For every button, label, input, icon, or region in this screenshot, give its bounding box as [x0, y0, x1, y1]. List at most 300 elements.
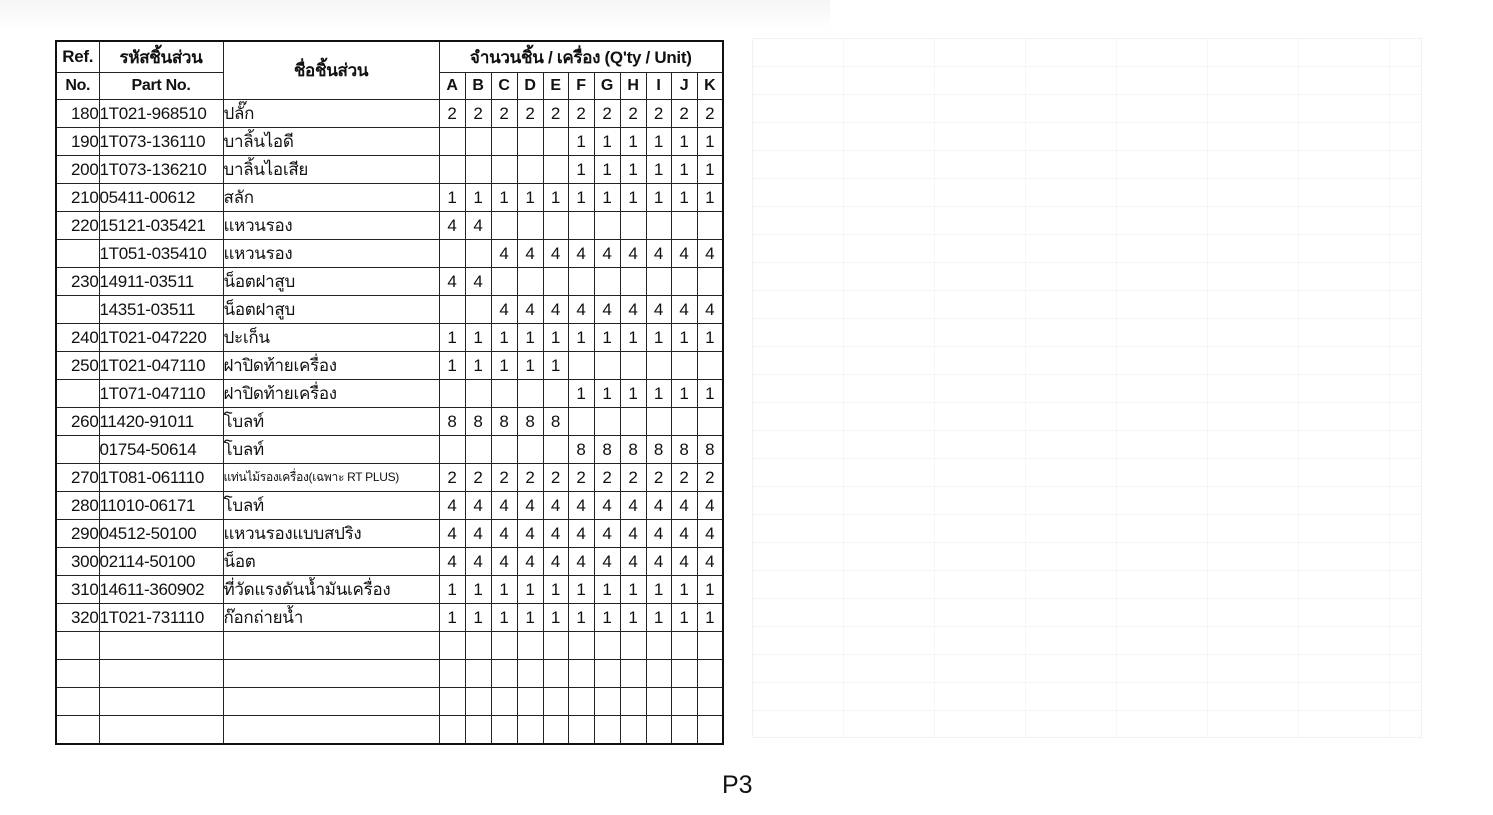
unit-header-b: B — [465, 73, 491, 100]
blank-cell — [439, 716, 465, 745]
blank-cell — [56, 716, 99, 745]
part-number-cell: 1T081-061110 — [99, 464, 223, 492]
qty-cell — [594, 352, 620, 380]
qty-cell — [671, 212, 697, 240]
qty-cell: 2 — [439, 464, 465, 492]
qty-cell — [646, 212, 671, 240]
table-row — [56, 352, 723, 380]
qty-cell: 1 — [697, 380, 723, 408]
part-number-cell: 1T071-047110 — [99, 380, 223, 408]
blank-cell — [697, 688, 723, 716]
qty-cell — [517, 128, 543, 156]
qty-cell: 1 — [439, 184, 465, 212]
blank-cell — [671, 632, 697, 660]
qty-cell: 1 — [568, 604, 594, 632]
part-name-cell: น็อต — [223, 548, 439, 576]
qty-cell: 4 — [620, 492, 646, 520]
table-row — [56, 212, 723, 240]
qty-cell: 1 — [491, 184, 517, 212]
qty-cell: 1 — [465, 352, 491, 380]
qty-cell: 4 — [465, 268, 491, 296]
qty-cell: 1 — [646, 324, 671, 352]
blank-cell — [56, 688, 99, 716]
qty-cell: 1 — [517, 604, 543, 632]
qty-cell: 1 — [568, 128, 594, 156]
qty-cell: 1 — [646, 128, 671, 156]
blank-cell — [223, 632, 439, 660]
blank-cell — [491, 716, 517, 745]
qty-cell: 4 — [465, 212, 491, 240]
ref-cell: 250 — [56, 352, 99, 380]
blank-cell — [646, 632, 671, 660]
blank-cell — [465, 632, 491, 660]
qty-cell: 1 — [439, 576, 465, 604]
ref-cell: 230 — [56, 268, 99, 296]
quantity-header: จำนวนชิ้น / เครื่อง (Q'ty / Unit) — [439, 41, 723, 73]
qty-cell: 8 — [543, 408, 568, 436]
qty-cell — [491, 436, 517, 464]
qty-cell: 1 — [620, 156, 646, 184]
qty-cell: 4 — [543, 240, 568, 268]
qty-cell: 4 — [543, 548, 568, 576]
blank-cell — [620, 688, 646, 716]
qty-cell: 1 — [646, 604, 671, 632]
qty-cell: 4 — [594, 548, 620, 576]
part-number-cell: 1T021-731110 — [99, 604, 223, 632]
qty-cell: 1 — [671, 324, 697, 352]
unit-header-k: K — [697, 73, 723, 100]
qty-cell: 2 — [594, 464, 620, 492]
qty-cell: 4 — [646, 548, 671, 576]
ref-cell — [56, 436, 99, 464]
qty-cell: 4 — [568, 492, 594, 520]
qty-cell: 1 — [568, 324, 594, 352]
qty-cell: 4 — [671, 520, 697, 548]
part-number-cell: 1T021-047220 — [99, 324, 223, 352]
qty-cell: 4 — [543, 492, 568, 520]
qty-cell: 4 — [439, 212, 465, 240]
blank-cell — [465, 716, 491, 745]
unit-header-a: A — [439, 73, 465, 100]
qty-cell — [517, 212, 543, 240]
blank-cell — [223, 660, 439, 688]
table-row — [56, 100, 723, 128]
qty-cell: 1 — [697, 156, 723, 184]
blank-cell — [99, 688, 223, 716]
part-number-cell: 1T051-035410 — [99, 240, 223, 268]
blank-cell — [491, 660, 517, 688]
qty-cell: 8 — [646, 436, 671, 464]
qty-cell: 2 — [517, 464, 543, 492]
table-row — [56, 548, 723, 576]
qty-cell: 4 — [517, 492, 543, 520]
part-number-cell: 14911-03511 — [99, 268, 223, 296]
part-number-cell: 1T073-136110 — [99, 128, 223, 156]
table-row — [56, 240, 723, 268]
qty-cell: 1 — [646, 184, 671, 212]
table-row — [56, 380, 723, 408]
qty-cell: 1 — [697, 324, 723, 352]
qty-cell: 1 — [491, 324, 517, 352]
qty-cell — [646, 408, 671, 436]
qty-cell: 1 — [465, 576, 491, 604]
blank-cell — [620, 716, 646, 745]
part-number-cell: 1T073-136210 — [99, 156, 223, 184]
qty-cell: 4 — [491, 492, 517, 520]
qty-cell — [697, 408, 723, 436]
qty-cell: 1 — [568, 380, 594, 408]
qty-cell: 1 — [517, 352, 543, 380]
part-name-cell: ก๊อกถ่ายน้ำ — [223, 604, 439, 632]
qty-cell — [465, 156, 491, 184]
qty-cell — [465, 296, 491, 324]
ref-cell: 220 — [56, 212, 99, 240]
qty-cell — [491, 156, 517, 184]
blank-cell — [697, 632, 723, 660]
qty-cell — [568, 408, 594, 436]
table-row — [56, 324, 723, 352]
part-name-cell: บาลิ้นไอเสีย — [223, 156, 439, 184]
qty-cell: 1 — [646, 380, 671, 408]
qty-cell: 8 — [517, 408, 543, 436]
blank-cell — [491, 632, 517, 660]
qty-cell: 4 — [620, 240, 646, 268]
blank-cell — [99, 716, 223, 745]
qty-cell: 2 — [517, 100, 543, 128]
part-name-cell: บาลิ้นไอดี — [223, 128, 439, 156]
ref-cell: 290 — [56, 520, 99, 548]
ref-cell: 310 — [56, 576, 99, 604]
blank-cell — [568, 688, 594, 716]
ref-cell: 260 — [56, 408, 99, 436]
blank-cell — [594, 632, 620, 660]
table-row — [56, 156, 723, 184]
part-name-cell: แหวนรอง — [223, 212, 439, 240]
qty-cell — [620, 352, 646, 380]
qty-cell — [543, 128, 568, 156]
parts-table — [55, 40, 724, 745]
qty-cell — [465, 380, 491, 408]
qty-cell: 1 — [620, 128, 646, 156]
blank-cell — [697, 716, 723, 745]
part-number-cell: 05411-00612 — [99, 184, 223, 212]
qty-cell: 4 — [697, 520, 723, 548]
qty-cell — [620, 408, 646, 436]
blank-cell — [517, 660, 543, 688]
qty-cell: 1 — [594, 604, 620, 632]
qty-cell: 1 — [517, 324, 543, 352]
qty-cell: 1 — [543, 604, 568, 632]
qty-cell: 2 — [568, 464, 594, 492]
blank-cell — [671, 716, 697, 745]
qty-cell — [697, 352, 723, 380]
qty-cell: 4 — [568, 296, 594, 324]
blank-cell — [646, 660, 671, 688]
blank-row — [56, 660, 723, 688]
blank-cell — [465, 688, 491, 716]
unit-header-i: I — [646, 73, 671, 100]
part-number-cell: 14351-03511 — [99, 296, 223, 324]
part-name-cell: แหวนรองแบบสปริง — [223, 520, 439, 548]
unit-header-g: G — [594, 73, 620, 100]
qty-cell: 1 — [671, 156, 697, 184]
blank-cell — [99, 632, 223, 660]
qty-cell: 1 — [594, 156, 620, 184]
qty-cell: 4 — [594, 492, 620, 520]
qty-cell — [671, 268, 697, 296]
qty-cell: 4 — [620, 548, 646, 576]
qty-cell: 1 — [568, 576, 594, 604]
qty-cell: 1 — [543, 576, 568, 604]
qty-cell: 1 — [671, 576, 697, 604]
qty-cell: 1 — [620, 380, 646, 408]
table-row — [56, 492, 723, 520]
qty-cell: 4 — [568, 548, 594, 576]
part-name-cell: โบลท์ — [223, 436, 439, 464]
qty-cell — [439, 380, 465, 408]
qty-cell: 1 — [439, 604, 465, 632]
qty-cell: 2 — [646, 464, 671, 492]
qty-cell: 1 — [646, 156, 671, 184]
table-row — [56, 296, 723, 324]
part-no-header: Part No. — [99, 73, 223, 100]
qty-cell: 1 — [594, 576, 620, 604]
qty-cell: 4 — [465, 492, 491, 520]
qty-cell: 4 — [697, 296, 723, 324]
table-row — [56, 268, 723, 296]
ref-cell: 270 — [56, 464, 99, 492]
part-name-cell: ปะเก็น — [223, 324, 439, 352]
qty-cell: 2 — [491, 464, 517, 492]
qty-cell: 8 — [594, 436, 620, 464]
qty-cell: 4 — [439, 268, 465, 296]
qty-cell: 4 — [697, 240, 723, 268]
qty-cell: 4 — [646, 240, 671, 268]
qty-cell: 4 — [620, 520, 646, 548]
qty-cell — [594, 408, 620, 436]
table-row — [56, 604, 723, 632]
qty-cell: 4 — [465, 548, 491, 576]
qty-cell: 4 — [491, 548, 517, 576]
qty-cell: 8 — [491, 408, 517, 436]
qty-cell — [439, 436, 465, 464]
qty-cell — [543, 212, 568, 240]
qty-cell — [568, 212, 594, 240]
qty-cell: 1 — [671, 380, 697, 408]
qty-cell: 2 — [646, 100, 671, 128]
qty-cell: 1 — [594, 380, 620, 408]
qty-cell — [568, 268, 594, 296]
qty-cell: 1 — [671, 128, 697, 156]
blank-row — [56, 632, 723, 660]
qty-cell: 2 — [671, 100, 697, 128]
blank-cell — [568, 660, 594, 688]
ref-cell: 200 — [56, 156, 99, 184]
qty-cell — [594, 268, 620, 296]
blank-row — [56, 716, 723, 745]
qty-cell — [697, 268, 723, 296]
qty-cell — [594, 212, 620, 240]
unit-header-c: C — [491, 73, 517, 100]
ref-no-header: No. — [56, 73, 99, 100]
qty-cell: 1 — [697, 128, 723, 156]
blank-cell — [439, 632, 465, 660]
blank-cell — [568, 716, 594, 745]
blank-cell — [568, 632, 594, 660]
part-number-cell: 01754-50614 — [99, 436, 223, 464]
qty-cell — [517, 156, 543, 184]
blank-cell — [646, 716, 671, 745]
ref-cell: 210 — [56, 184, 99, 212]
qty-cell: 4 — [697, 492, 723, 520]
qty-cell: 4 — [671, 548, 697, 576]
qty-cell: 1 — [620, 324, 646, 352]
unit-header-j: J — [671, 73, 697, 100]
qty-cell: 4 — [543, 520, 568, 548]
part-name-cell: ที่วัดแรงดันน้ำมันเครื่อง — [223, 576, 439, 604]
qty-cell: 8 — [439, 408, 465, 436]
qty-cell: 4 — [543, 296, 568, 324]
qty-cell: 1 — [697, 604, 723, 632]
ref-cell: 240 — [56, 324, 99, 352]
qty-cell — [465, 128, 491, 156]
blank-cell — [620, 632, 646, 660]
qty-cell: 4 — [439, 548, 465, 576]
qty-cell: 4 — [646, 492, 671, 520]
blank-cell — [56, 660, 99, 688]
part-name-cell: แหวนรอง — [223, 240, 439, 268]
blank-cell — [99, 660, 223, 688]
qty-cell: 4 — [620, 296, 646, 324]
qty-cell — [671, 408, 697, 436]
qty-cell: 4 — [491, 240, 517, 268]
qty-cell: 1 — [594, 184, 620, 212]
qty-cell: 1 — [594, 324, 620, 352]
qty-cell: 1 — [491, 604, 517, 632]
qty-cell — [491, 380, 517, 408]
qty-cell: 4 — [594, 296, 620, 324]
table-row — [56, 464, 723, 492]
qty-cell: 2 — [465, 100, 491, 128]
qty-cell: 1 — [697, 184, 723, 212]
qty-cell — [671, 352, 697, 380]
qty-cell: 4 — [671, 296, 697, 324]
part-name-cell: น็อตฝาสูบ — [223, 268, 439, 296]
parts-table-body — [56, 100, 723, 745]
qty-cell: 1 — [517, 184, 543, 212]
blank-cell — [56, 632, 99, 660]
bleed-through-table — [752, 38, 1422, 738]
qty-cell: 1 — [439, 352, 465, 380]
qty-cell: 4 — [491, 520, 517, 548]
qty-cell — [620, 268, 646, 296]
qty-cell: 4 — [517, 296, 543, 324]
qty-cell: 1 — [465, 604, 491, 632]
blank-row — [56, 688, 723, 716]
part-no-header-thai: รหัสชิ้นส่วน — [99, 41, 223, 73]
table-row — [56, 128, 723, 156]
qty-cell: 1 — [439, 324, 465, 352]
qty-cell: 1 — [517, 576, 543, 604]
part-name-cell: โบลท์ — [223, 492, 439, 520]
qty-cell: 2 — [620, 100, 646, 128]
qty-cell — [543, 380, 568, 408]
qty-cell: 4 — [465, 520, 491, 548]
qty-cell: 8 — [620, 436, 646, 464]
qty-cell: 2 — [543, 100, 568, 128]
blank-cell — [439, 660, 465, 688]
unit-header-h: H — [620, 73, 646, 100]
part-name-cell: ฝาปิดท้ายเครื่อง — [223, 380, 439, 408]
qty-cell: 2 — [491, 100, 517, 128]
qty-cell — [646, 268, 671, 296]
qty-cell: 2 — [568, 100, 594, 128]
qty-cell: 1 — [646, 576, 671, 604]
qty-cell: 4 — [594, 520, 620, 548]
qty-cell: 1 — [620, 604, 646, 632]
qty-cell: 1 — [620, 184, 646, 212]
qty-cell — [439, 128, 465, 156]
ref-cell: 300 — [56, 548, 99, 576]
part-name-cell: ปลั๊ก — [223, 100, 439, 128]
ref-cell: 280 — [56, 492, 99, 520]
blank-cell — [543, 660, 568, 688]
table-row — [56, 436, 723, 464]
qty-cell — [491, 268, 517, 296]
qty-cell: 1 — [620, 576, 646, 604]
qty-cell: 4 — [646, 520, 671, 548]
qty-cell — [568, 352, 594, 380]
blank-cell — [697, 660, 723, 688]
qty-cell: 8 — [671, 436, 697, 464]
qty-cell: 1 — [543, 352, 568, 380]
qty-cell: 1 — [465, 184, 491, 212]
ref-cell — [56, 296, 99, 324]
unit-header-d: D — [517, 73, 543, 100]
part-name-cell: น็อตฝาสูบ — [223, 296, 439, 324]
qty-cell: 2 — [697, 464, 723, 492]
blank-cell — [439, 688, 465, 716]
qty-cell: 1 — [568, 156, 594, 184]
qty-cell: 2 — [439, 100, 465, 128]
qty-cell: 2 — [465, 464, 491, 492]
qty-cell — [517, 380, 543, 408]
qty-cell — [439, 156, 465, 184]
qty-cell — [491, 212, 517, 240]
ref-cell — [56, 240, 99, 268]
blank-cell — [594, 660, 620, 688]
qty-cell: 1 — [594, 128, 620, 156]
qty-cell — [543, 436, 568, 464]
qty-cell: 4 — [671, 492, 697, 520]
qty-cell: 1 — [465, 324, 491, 352]
qty-cell: 4 — [671, 240, 697, 268]
blank-cell — [517, 716, 543, 745]
blank-cell — [491, 688, 517, 716]
ref-cell — [56, 380, 99, 408]
blank-cell — [517, 688, 543, 716]
qty-cell — [517, 268, 543, 296]
ref-cell: 320 — [56, 604, 99, 632]
unit-header-f: F — [568, 73, 594, 100]
blank-cell — [543, 716, 568, 745]
blank-cell — [671, 688, 697, 716]
qty-cell — [646, 352, 671, 380]
qty-cell: 4 — [439, 520, 465, 548]
part-name-cell: ฝาปิดท้ายเครื่อง — [223, 352, 439, 380]
qty-cell: 4 — [568, 240, 594, 268]
qty-cell: 1 — [671, 604, 697, 632]
